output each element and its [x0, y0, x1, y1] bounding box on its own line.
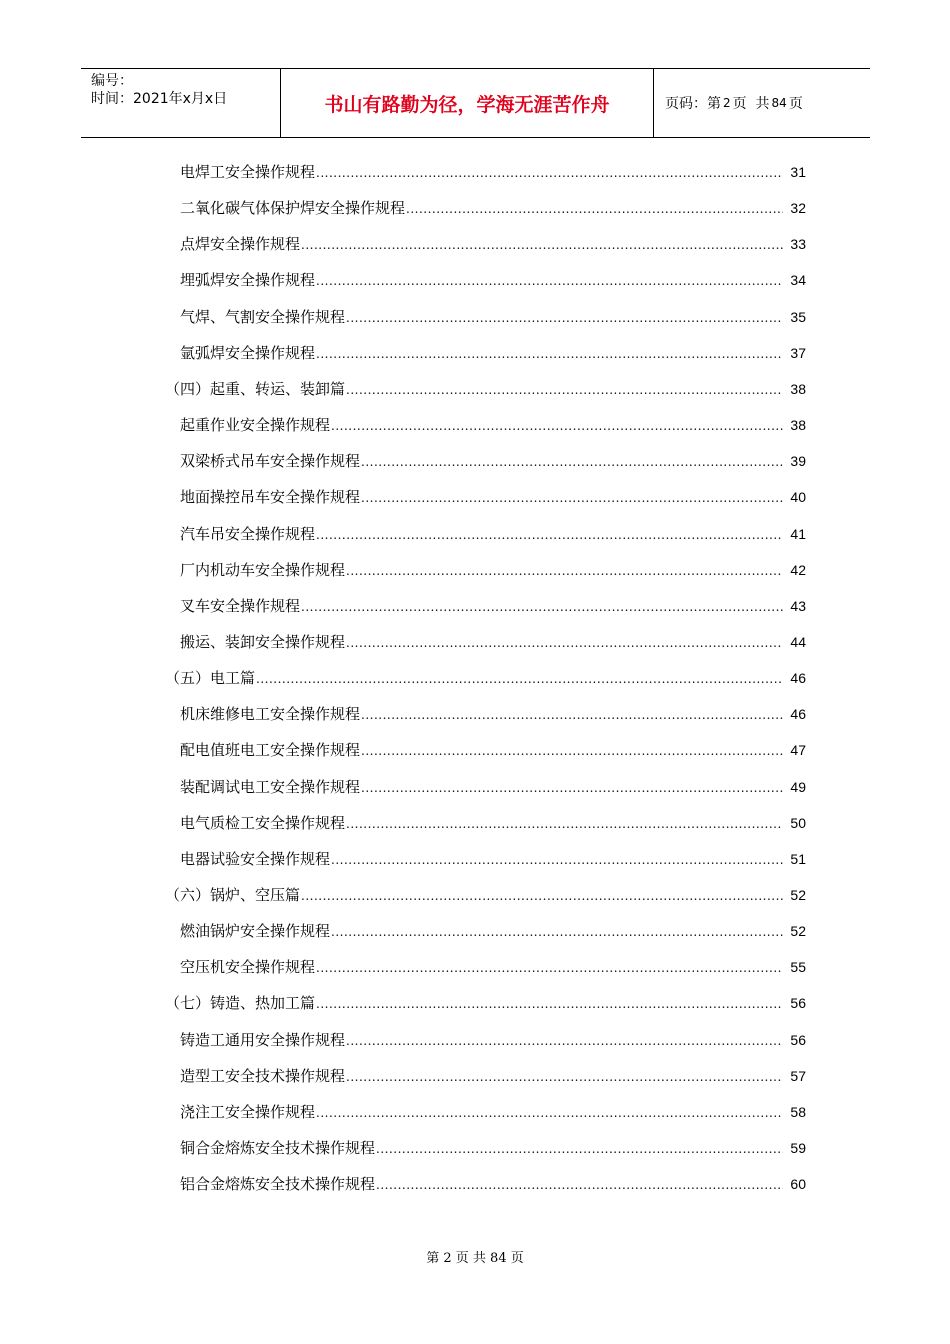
- toc-entry-page: 58: [790, 1104, 806, 1120]
- page-current: 2: [723, 96, 731, 110]
- toc-entry-page: 55: [790, 959, 806, 975]
- toc-entry-title: 空压机安全操作规程: [180, 958, 316, 976]
- toc-entry-page: 50: [790, 815, 806, 831]
- document-number-label: 编号：: [91, 73, 133, 89]
- page-suffix: 页: [788, 96, 803, 112]
- toc-leader-dots: [376, 1143, 783, 1155]
- toc-entry-page: 33: [790, 236, 806, 252]
- toc-entry-title: 造型工安全技术操作规程: [180, 1067, 346, 1085]
- toc-entry-page: 37: [790, 345, 806, 361]
- toc-entry-page: 38: [790, 381, 806, 397]
- header-motto: 书山有路勤为径，学海无涯苦作舟: [281, 69, 654, 137]
- toc-entry[interactable]: [180, 447, 806, 471]
- toc-entry-title: 铸造工通用安全操作规程: [180, 1031, 346, 1049]
- toc-entry[interactable]: [180, 411, 806, 435]
- toc-entry-title: 机床维修电工安全操作规程: [180, 705, 361, 723]
- toc-leader-dots: [346, 384, 783, 396]
- toc-entry[interactable]: [180, 483, 806, 507]
- toc-entry[interactable]: [180, 736, 806, 760]
- toc-leader-dots: [331, 420, 783, 432]
- toc-leader-dots: [316, 167, 783, 179]
- toc-entry[interactable]: [165, 881, 806, 905]
- toc-entry-page: 60: [790, 1176, 806, 1192]
- toc-entry-page: 57: [790, 1068, 806, 1084]
- toc-entry-page: 52: [790, 923, 806, 939]
- toc-entry-page: 47: [790, 742, 806, 758]
- toc-entry-page: 52: [790, 887, 806, 903]
- toc-entry-page: 44: [790, 634, 806, 650]
- toc-entry-page: 35: [790, 309, 806, 325]
- toc-leader-dots: [316, 998, 783, 1010]
- toc-entry-page: 43: [790, 598, 806, 614]
- toc-entry-title: （六）锅炉、空压篇: [165, 886, 301, 904]
- toc-entry-title: 电器试验安全操作规程: [180, 850, 331, 868]
- toc-entry[interactable]: [165, 375, 806, 399]
- document-time-label: 时间：2021年x月x日: [91, 91, 228, 107]
- header-meta: [81, 69, 281, 137]
- toc-leader-dots: [361, 745, 783, 757]
- toc-entry-title: （四）起重、转运、装卸篇: [165, 380, 346, 398]
- toc-leader-dots: [316, 275, 783, 287]
- toc-entry-page: 40: [790, 489, 806, 505]
- toc-entry-title: 铜合金熔炼安全技术操作规程: [180, 1139, 376, 1157]
- toc-entry[interactable]: [180, 556, 806, 580]
- toc-entry[interactable]: [180, 1062, 806, 1086]
- toc-entry-title: 燃油锅炉安全操作规程: [180, 922, 331, 940]
- toc-entry-title: 二氧化碳气体保护焊安全操作规程: [180, 199, 406, 217]
- toc-entry-page: 56: [790, 1032, 806, 1048]
- toc-entry-page: 59: [790, 1140, 806, 1156]
- toc-entry-title: 浇注工安全操作规程: [180, 1103, 316, 1121]
- toc-entry[interactable]: [180, 520, 806, 544]
- toc-entry-title: 厂内机动车安全操作规程: [180, 561, 346, 579]
- toc-leader-dots: [376, 1179, 783, 1191]
- toc-entry-page: 41: [790, 526, 806, 542]
- toc-leader-dots: [346, 818, 783, 830]
- toc-entry[interactable]: [165, 989, 806, 1013]
- toc-leader-dots: [301, 890, 783, 902]
- toc-leader-dots: [256, 673, 783, 685]
- page-total: 84: [771, 96, 787, 110]
- toc-entry-page: 51: [790, 851, 806, 867]
- toc-entry-page: 38: [790, 417, 806, 433]
- toc-entry[interactable]: [180, 1098, 806, 1122]
- toc-leader-dots: [361, 709, 783, 721]
- toc-entry-page: 32: [790, 200, 806, 216]
- toc-entry[interactable]: [180, 339, 806, 363]
- toc-entry[interactable]: [180, 809, 806, 833]
- toc-leader-dots: [361, 456, 783, 468]
- toc-entry-page: 56: [790, 995, 806, 1011]
- toc-entry[interactable]: [180, 953, 806, 977]
- toc-leader-dots: [346, 565, 783, 577]
- toc-leader-dots: [346, 1035, 783, 1047]
- toc-entry[interactable]: [180, 628, 806, 652]
- toc-entry-title: 装配调试电工安全操作规程: [180, 778, 361, 796]
- toc-leader-dots: [316, 962, 783, 974]
- toc-entry-page: 46: [790, 706, 806, 722]
- toc-entry-page: 34: [790, 272, 806, 288]
- toc-entry-title: 起重作业安全操作规程: [180, 416, 331, 434]
- toc-leader-dots: [346, 637, 783, 649]
- toc-entry-title: （五）电工篇: [165, 669, 256, 687]
- toc-entry-title: 埋弧焊安全操作规程: [180, 271, 316, 289]
- toc-leader-dots: [316, 529, 783, 541]
- page-prefix: 页码：第: [665, 96, 721, 112]
- toc-entry[interactable]: [180, 1134, 806, 1158]
- toc-entry-page: 31: [790, 164, 806, 180]
- toc-entry-title: 铝合金熔炼安全技术操作规程: [180, 1175, 376, 1193]
- toc-entry-title: 氩弧焊安全操作规程: [180, 344, 316, 362]
- toc-leader-dots: [346, 1071, 783, 1083]
- toc-entry[interactable]: [180, 303, 806, 327]
- toc-entry-title: （七）铸造、热加工篇: [165, 994, 316, 1012]
- toc-entry-title: 电气质检工安全操作规程: [180, 814, 346, 832]
- toc-entry[interactable]: [180, 230, 806, 254]
- toc-leader-dots: [301, 239, 783, 251]
- toc-entry-title: 汽车吊安全操作规程: [180, 525, 316, 543]
- toc-entry[interactable]: [165, 664, 806, 688]
- toc-entry[interactable]: [180, 917, 806, 941]
- page-footer: 第 2 页 共 84 页: [426, 1251, 524, 1266]
- toc-entry[interactable]: [180, 1026, 806, 1050]
- toc-entry-title: 双梁桥式吊车安全操作规程: [180, 452, 361, 470]
- page-mid: 页 共: [732, 96, 770, 112]
- toc-entry[interactable]: [180, 773, 806, 797]
- toc-leader-dots: [316, 1107, 783, 1119]
- toc-leader-dots: [346, 312, 783, 324]
- toc-entry-page: 42: [790, 562, 806, 578]
- toc-entry[interactable]: [180, 158, 806, 182]
- toc-leader-dots: [316, 348, 783, 360]
- header-page-info: [654, 69, 870, 137]
- toc-entry-title: 地面操控吊车安全操作规程: [180, 488, 361, 506]
- toc-entry-title: 叉车安全操作规程: [180, 597, 301, 615]
- toc-entry-page: 49: [790, 779, 806, 795]
- toc-entry-title: 配电值班电工安全操作规程: [180, 741, 361, 759]
- toc-entry-title: 气焊、气割安全操作规程: [180, 308, 346, 326]
- toc-leader-dots: [331, 854, 783, 866]
- page-header: [81, 68, 870, 138]
- toc-entry[interactable]: [180, 1170, 806, 1194]
- toc-entry[interactable]: [180, 194, 806, 218]
- toc-entry[interactable]: [180, 592, 806, 616]
- toc-entry[interactable]: [180, 845, 806, 869]
- toc-leader-dots: [301, 601, 783, 613]
- toc-entry-title: 搬运、装卸安全操作规程: [180, 633, 346, 651]
- toc-leader-dots: [406, 203, 783, 215]
- toc-entry-page: 39: [790, 453, 806, 469]
- toc-entry[interactable]: [180, 700, 806, 724]
- toc-leader-dots: [331, 926, 783, 938]
- toc-leader-dots: [361, 782, 783, 794]
- toc-leader-dots: [361, 492, 783, 504]
- toc-entry-page: 46: [790, 670, 806, 686]
- toc-entry-title: 点焊安全操作规程: [180, 235, 301, 253]
- toc-entry[interactable]: [180, 266, 806, 290]
- toc-entry-title: 电焊工安全操作规程: [180, 163, 316, 181]
